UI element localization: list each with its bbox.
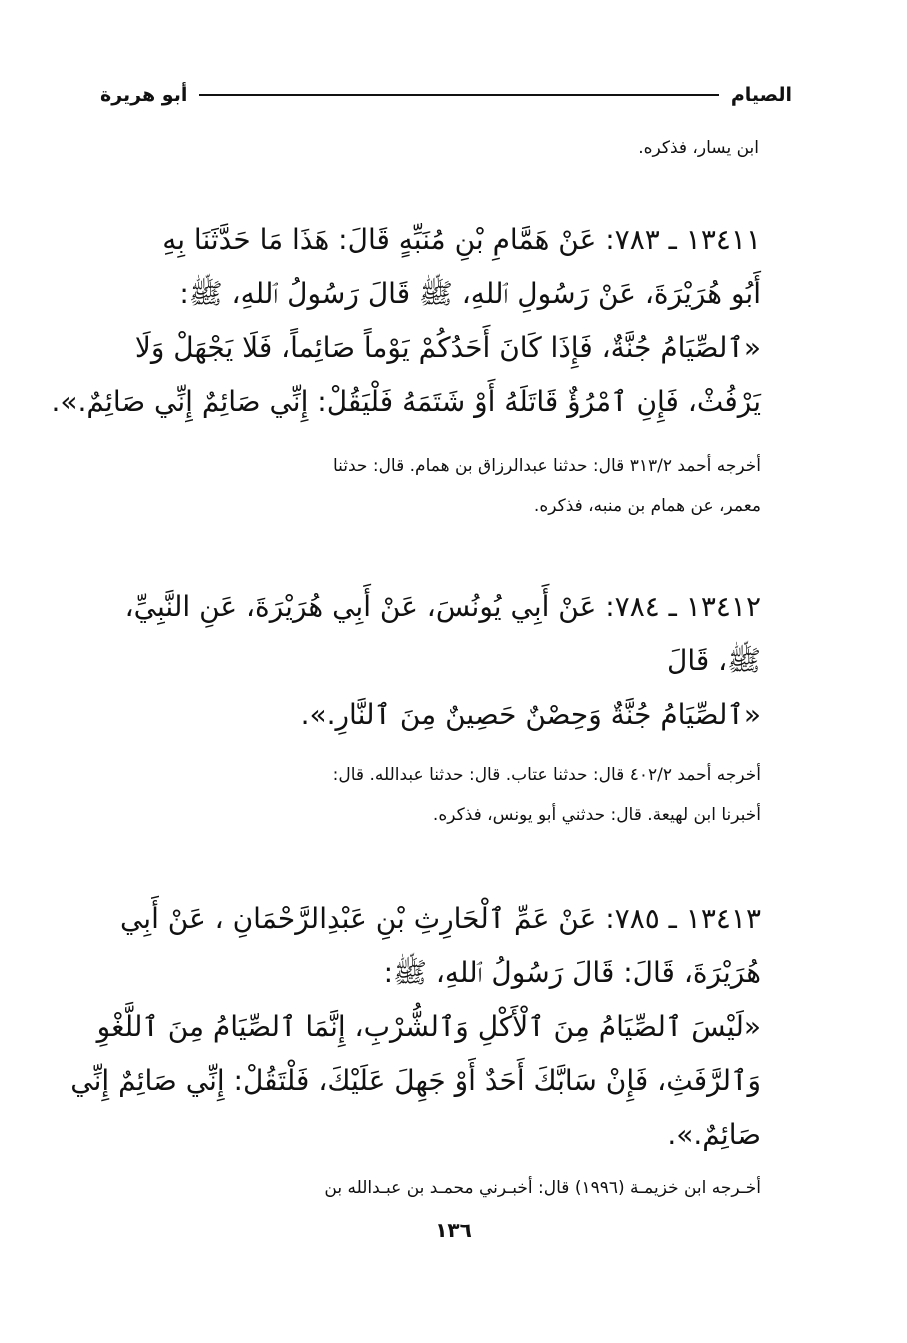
hadith-line: «لَيْسَ ٱلصِّيَامُ مِنَ ٱلْأَكْلِ وَٱلشُّرْبِ، إِنَّمَا ٱلصِّيَامُ مِنَ ٱللَّغْوِ [96, 1010, 761, 1043]
continued-source [638, 128, 759, 168]
hadith-line: وَٱلرَّفَثِ، فَإِنْ سَابَّكَ أَحَدٌ أَوْ جَهِلَ عَلَيْكَ، فَلْتَقُلْ: إِنِّي صَائِمٌ إِنِّي [70, 1064, 761, 1097]
hadith-785-text [70, 892, 761, 1162]
hadith-line: هُرَيْرَةَ، قَالَ: قَالَ رَسُولُ ٱللهِ، ﷺ: [383, 956, 761, 989]
hadith-line: ١٣٤١٣ ـ ٧٨٥: عَنْ عَمِّ ٱلْحَارِثِ بْنِ عَبْدِالرَّحْمَانِ ، عَنْ أَبِي [119, 902, 761, 935]
source-line: أخبرنا ابن لهيعة. قال: حدثني أبو يونس، فذكره. [432, 805, 761, 825]
source-line: معمر، عن همام بن منبه، فذكره. [533, 496, 761, 516]
hadith-line: «ٱلصِّيَامُ جُنَّةٌ وَحِصْنٌ حَصِينٌ مِنَ ٱلنَّارِ.». [300, 698, 761, 731]
header-narrator-title: أبو هريرة [100, 84, 188, 106]
hadith-783-text [51, 213, 761, 429]
source-line: ابن يسار، فذكره. [638, 138, 759, 158]
hadith-line: ﷺ، قَالَ [666, 644, 761, 677]
hadith-784-text [81, 580, 761, 742]
hadith-785-source [71, 1168, 761, 1208]
hadith-line: صَائِمٌ.». [667, 1118, 761, 1151]
page-number: ١٣٦ [435, 1218, 472, 1242]
source-line: أخرجه أحمد ٣١٣/٢ قال: حدثنا عبدالرزاق بن همام. قال: حدثنا [332, 456, 761, 476]
hadith-line: أَبُو هُرَيْرَةَ، عَنْ رَسُولِ ٱللهِ، ﷺ قَالَ رَسُولُ ٱللهِ، ﷺ: [179, 277, 761, 310]
hadith-line: يَرْفُثْ، فَإِنِ ٱمْرُؤٌ قَاتَلَهُ أَوْ شَتَمَهُ فَلْيَقُلْ: إِنِّي صَائِمٌ إِنِّي صَائِمٌ.». [51, 385, 761, 418]
source-line: أخرجه أحمد ٤٠٢/٢ قال: حدثنا عتاب. قال: حدثنا عبدالله. قال: [332, 765, 761, 785]
hadith-784-source [71, 755, 761, 835]
hadith-line: «ٱلصِّيَامُ جُنَّةٌ، فَإِذَا كَانَ أَحَدُكُمْ يَوْماً صَائِماً، فَلَا يَجْهَلْ وَلَا [134, 331, 761, 364]
header-chapter-title: الصيام [730, 84, 792, 106]
hadith-line: ١٣٤١١ ـ ٧٨٣: عَنْ هَمَّامِ بْنِ مُنَبِّهٍ قَالَ: هَذَا مَا حَدَّثَنَا بِهِ [162, 223, 761, 256]
hadith-line: ١٣٤١٢ ـ ٧٨٤: عَنْ أَبِي يُونُسَ، عَنْ أَبِي هُرَيْرَةَ، عَنِ النَّبِيِّ، [124, 590, 761, 623]
hadith-783-source [71, 446, 761, 526]
source-line: أخـرجه ابن خزيمـة (١٩٩٦) قال: أخبـرني محمـد بن عبـدالله بن [324, 1178, 761, 1198]
header-rule [199, 94, 718, 96]
running-header [100, 78, 792, 112]
